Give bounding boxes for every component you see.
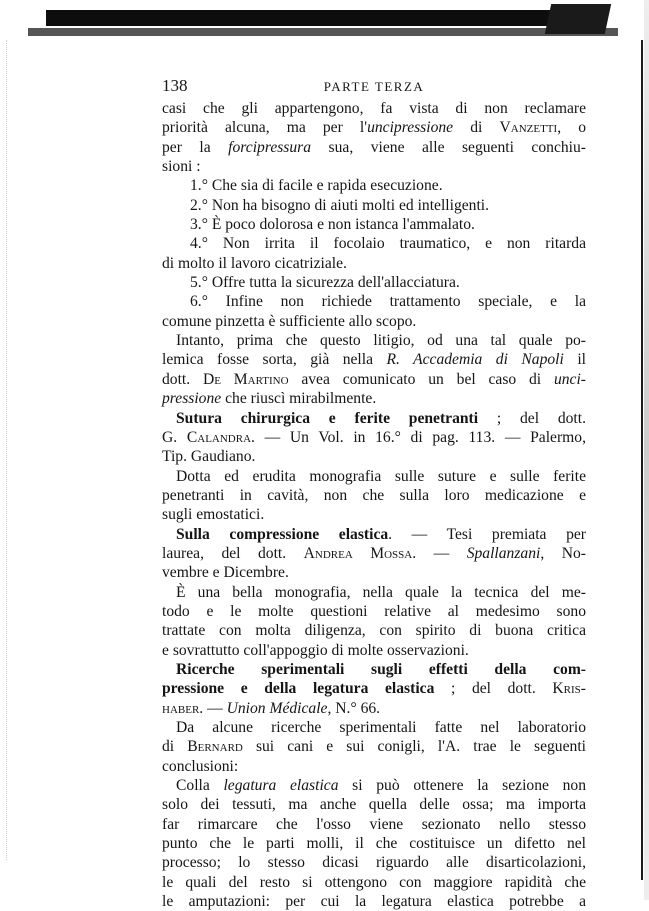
text-line	[162, 525, 586, 544]
italic-text: pressione	[162, 390, 222, 408]
text-segment: sugli emostatici.	[162, 506, 265, 524]
text-line	[162, 641, 586, 660]
text-segment: . — Un Vol. in 16.° di pag. 113. — Palermo,	[251, 428, 586, 446]
author-name: Andrea Mossa	[303, 544, 413, 562]
italic-text: R. Accademia di Napoli	[386, 351, 564, 369]
text-segment: le amputazioni: per cui la legatura elastica potrebbe a	[162, 893, 586, 911]
text-segment: casi che gli appartengono, fa vista di non reclamare	[162, 100, 586, 117]
author-name: Vanzetti	[499, 119, 558, 137]
top-scan-artifact	[545, 4, 611, 34]
text-line	[162, 583, 586, 602]
binding-edge-line	[641, 40, 643, 880]
author-name: De Martino	[202, 370, 289, 388]
text-segment: Tip. Gaudiano.	[162, 448, 256, 466]
author-name: Bernard	[187, 738, 243, 756]
italic-text: unci-	[553, 370, 586, 388]
binding-shadow	[644, 0, 649, 900]
text-line	[162, 486, 586, 505]
text-line	[162, 505, 586, 524]
text-segment: Da alcune ricerche sperimentali fatte nel laboratorio	[176, 719, 586, 736]
author-name: Calandra	[186, 428, 252, 446]
text-segment: todo e le molte questioni relative al medesimo sono	[162, 602, 586, 620]
text-segment: 5.° Offre tutta la sicurezza dell'allacciatura.	[190, 274, 460, 292]
text-line	[162, 234, 586, 253]
left-margin-marks	[6, 40, 9, 860]
text-line	[162, 409, 586, 428]
text-segment: sua, viene alle seguenti conchiu-	[311, 138, 586, 156]
text-line	[162, 699, 586, 718]
bold-title: pressione e della legatura elastica	[162, 680, 435, 698]
text-segment: di	[162, 738, 188, 756]
bold-title: Ricerche sperimentali sugli effetti della com-	[176, 660, 586, 678]
text-segment: priorità alcuna, ma per l'	[162, 119, 368, 137]
text-segment: di	[453, 119, 500, 137]
text-line	[162, 892, 586, 911]
page-header	[162, 76, 586, 96]
text-line	[162, 370, 586, 389]
text-segment: e sovrattutto coll'appoggio di molte osservazioni.	[162, 641, 469, 659]
bold-title: Sutura chirurgica e ferite penetranti	[176, 409, 479, 427]
text-segment: di molto il lavoro cicatriziale.	[162, 254, 347, 272]
text-line	[162, 312, 586, 331]
italic-text: forcipressura	[228, 138, 312, 156]
text-segment: che riuscì mirabilmente.	[221, 390, 377, 408]
text-segment: trattate con molta diligenza, con spirito di buona critica	[162, 622, 586, 640]
text-line	[162, 679, 586, 698]
text-line	[162, 776, 586, 795]
top-scan-shadow	[28, 28, 618, 36]
text-line	[162, 254, 586, 273]
text-segment: si può ottenere la sezione non	[338, 777, 586, 795]
text-segment: solo dei tessuti, ma anche quella delle ossa; ma importa	[162, 796, 586, 814]
text-segment: il	[563, 351, 586, 369]
text-line	[162, 737, 586, 756]
text-segment: 6.° Infine non richiede trattamento speciale, e la	[190, 293, 586, 311]
text-line	[162, 467, 586, 486]
text-segment: processo; lo stesso dicasi riguardo alle disarticolazioni,	[162, 854, 586, 872]
text-segment: penetranti in cavità, non che sulla loro medicazione e	[162, 486, 586, 504]
text-line	[162, 873, 586, 892]
running-head: PARTE TERZA	[323, 79, 425, 94]
text-segment: ; del dott.	[434, 680, 553, 698]
text-segment: G.	[162, 428, 187, 446]
text-line	[162, 118, 586, 137]
text-segment: lemica fosse sorta, già nella	[162, 351, 387, 369]
text-segment: , No-	[540, 544, 586, 562]
text-segment: ; del dott.	[478, 409, 586, 427]
text-segment: . —	[199, 699, 227, 717]
author-name: Kris-	[552, 680, 586, 698]
text-segment: Intanto, prima che questo litigio, od una tal quale po-	[176, 332, 586, 350]
text-segment: le quali del resto si ottengono con maggiore rapidità che	[162, 873, 586, 891]
body-text	[162, 99, 586, 911]
text-segment: far rimarcare che l'osso viene sezionato nello stesso	[162, 815, 586, 833]
text-line	[162, 544, 586, 563]
text-segment: Dotta ed erudita monografia sulle suture e sulle ferite	[176, 467, 586, 485]
text-segment: . —	[412, 544, 467, 562]
text-segment: punto che le parti molli, il che costituisce un difetto nel	[162, 835, 586, 853]
text-line	[162, 196, 586, 215]
text-segment: Colla	[176, 777, 224, 795]
text-line	[162, 815, 586, 834]
text-line	[162, 602, 586, 621]
text-line	[162, 853, 586, 872]
page-number: 138	[162, 76, 188, 95]
text-segment: sui cani e sui conigli, l'A. trae le seguenti	[242, 738, 586, 756]
text-segment: . — Tesi premiata per	[388, 525, 586, 543]
text-segment: È una bella monografia, nella quale la tecnica del me-	[176, 583, 586, 601]
italic-text: Union Médicale	[226, 699, 328, 717]
text-line	[162, 215, 586, 234]
text-segment: per la	[162, 138, 229, 156]
text-segment: 1.° Che sia di facile e rapida esecuzione.	[190, 177, 443, 195]
text-line	[162, 99, 586, 118]
text-segment: 2.° Non ha bisogno di aiuti molti ed intelligenti.	[190, 196, 490, 214]
text-segment: dott.	[162, 370, 203, 388]
text-line	[162, 273, 586, 292]
text-line	[162, 834, 586, 853]
text-line	[162, 157, 586, 176]
text-line	[162, 757, 586, 776]
top-scan-border	[46, 10, 606, 26]
text-segment: sioni :	[162, 158, 201, 176]
text-segment: , N.° 66.	[327, 699, 381, 717]
italic-text: legatura elastica	[223, 777, 339, 795]
author-name: haber	[162, 699, 200, 717]
text-segment: 4.° Non irrita il focolaio traumatico, e non ritarda	[190, 235, 586, 253]
text-line	[162, 563, 586, 582]
text-line	[162, 350, 586, 369]
italic-text: uncipressione	[367, 119, 454, 137]
text-line	[162, 292, 586, 311]
text-line	[162, 447, 586, 466]
text-line	[162, 660, 586, 679]
text-segment: conclusioni:	[162, 757, 239, 775]
bold-title: Sulla compressione elastica	[176, 525, 389, 543]
text-line	[162, 331, 586, 350]
text-segment: , o	[557, 119, 586, 137]
text-line	[162, 621, 586, 640]
italic-text: Spallanzani	[466, 544, 541, 562]
text-segment: avea comunicato un bel caso di	[288, 370, 554, 388]
text-line	[162, 718, 586, 737]
text-line	[162, 389, 586, 408]
text-segment: comune pinzetta è sufficiente allo scopo.	[162, 312, 417, 330]
text-segment: vembre e Dicembre.	[162, 564, 289, 582]
text-segment: laurea, del dott.	[162, 544, 304, 562]
text-line	[162, 795, 586, 814]
text-line	[162, 138, 586, 157]
text-segment: 3.° È poco dolorosa e non istanca l'ammalato.	[190, 216, 475, 234]
text-line	[162, 428, 586, 447]
text-line	[162, 176, 586, 195]
